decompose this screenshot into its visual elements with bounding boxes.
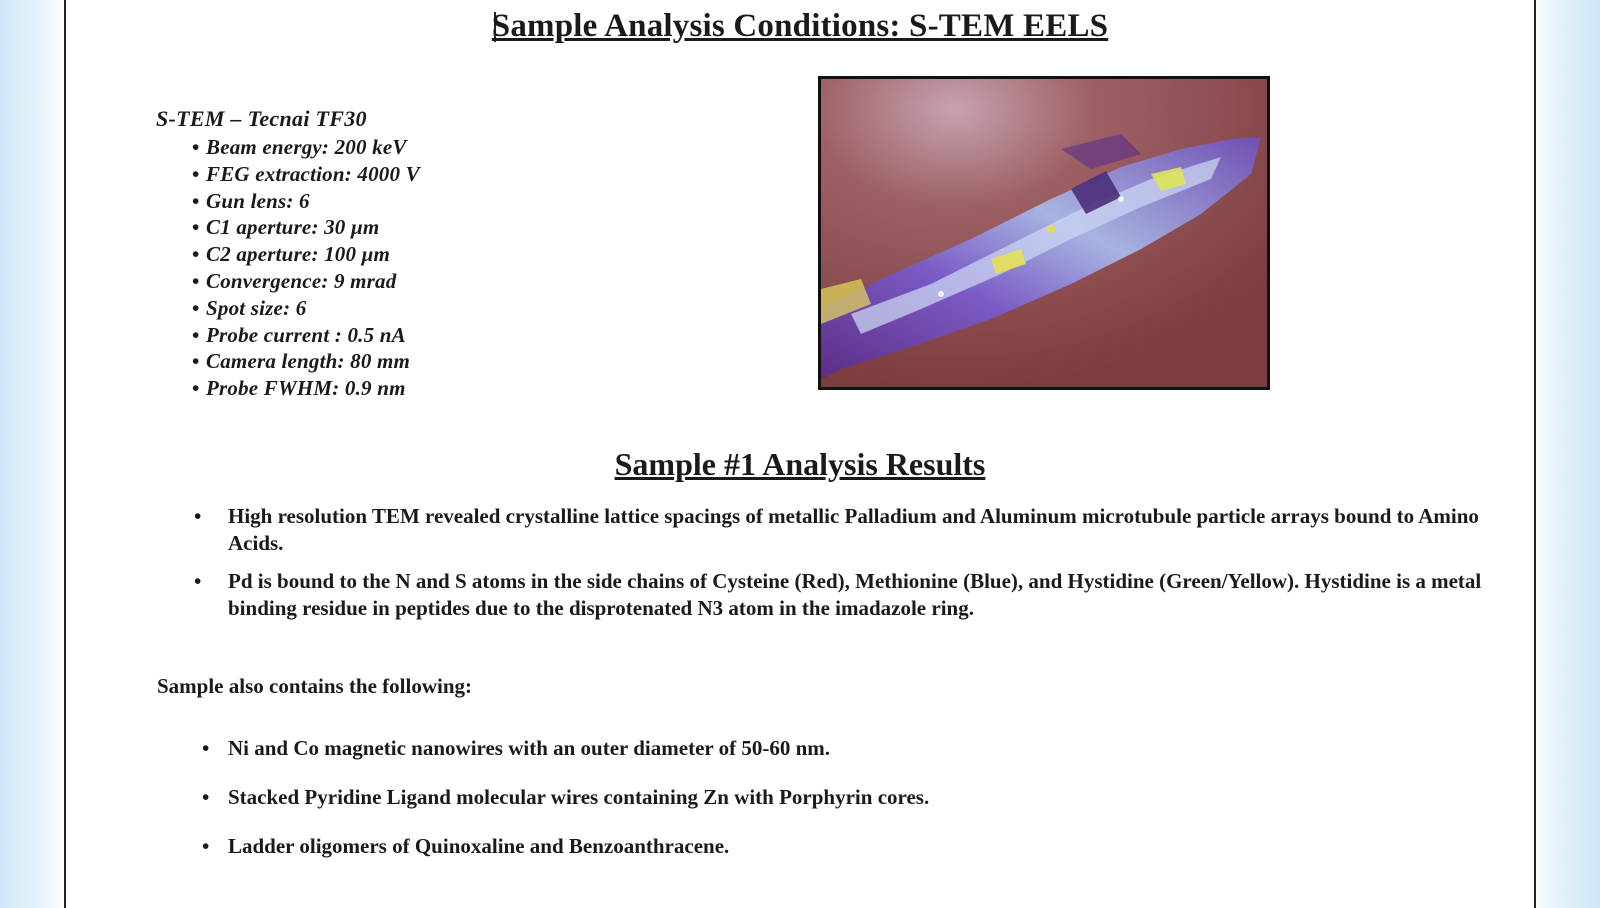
results-title: Sample #1 Analysis Results	[614, 446, 986, 482]
condition-item: • C2 aperture: 100 μm	[194, 241, 420, 268]
condition-item: • Spot size: 6	[194, 295, 420, 322]
condition-item: • Beam energy: 200 keV	[194, 134, 420, 161]
condition-item: • Probe FWHM: 0.9 nm	[194, 375, 420, 402]
analysis-conditions	[156, 106, 420, 402]
result-item: • Pd is bound to the N and S atoms in the side chains of Cysteine (Red), Methionine (Blue), and Hystidine (Green/Yellow). Hystidine is a metal binding residue in peptides due to the disprotenated N3 atom in the imadazole ring.	[192, 568, 1482, 621]
condition-item: • FEG extraction: 4000 V	[194, 161, 420, 188]
page-title: Sample Analysis Conditions: S-TEM EELS	[491, 8, 1109, 44]
results-list	[192, 503, 1482, 633]
instrument-heading: S-TEM – Tecnai TF30	[156, 106, 367, 131]
condition-item: • Convergence: 9 mrad	[194, 268, 420, 295]
contains-label: Sample also contains the following:	[157, 674, 473, 698]
sample-micrograph-image	[818, 76, 1270, 390]
condition-item: • Camera length: 80 mm	[194, 348, 420, 375]
condition-item: • Probe current : 0.5 nA	[194, 322, 420, 349]
contains-item: • Ladder oligomers of Quinoxaline and Benzoanthracene.	[202, 833, 929, 859]
condition-item: • Gun lens: 6	[194, 188, 420, 215]
contains-list	[202, 735, 929, 882]
micrograph-svg	[821, 79, 1267, 387]
contains-item: • Ni and Co magnetic nanowires with an outer diameter of 50-60 nm.	[202, 735, 929, 761]
document-page	[64, 0, 1536, 908]
conditions-list	[156, 134, 420, 402]
contains-item: • Stacked Pyridine Ligand molecular wires containing Zn with Porphyrin cores.	[202, 784, 929, 810]
condition-item: • C1 aperture: 30 μm	[194, 214, 420, 241]
result-item: • High resolution TEM revealed crystalline lattice spacings of metallic Palladium and Aluminum microtubule particle arrays bound to Amino Acids.	[192, 503, 1482, 556]
